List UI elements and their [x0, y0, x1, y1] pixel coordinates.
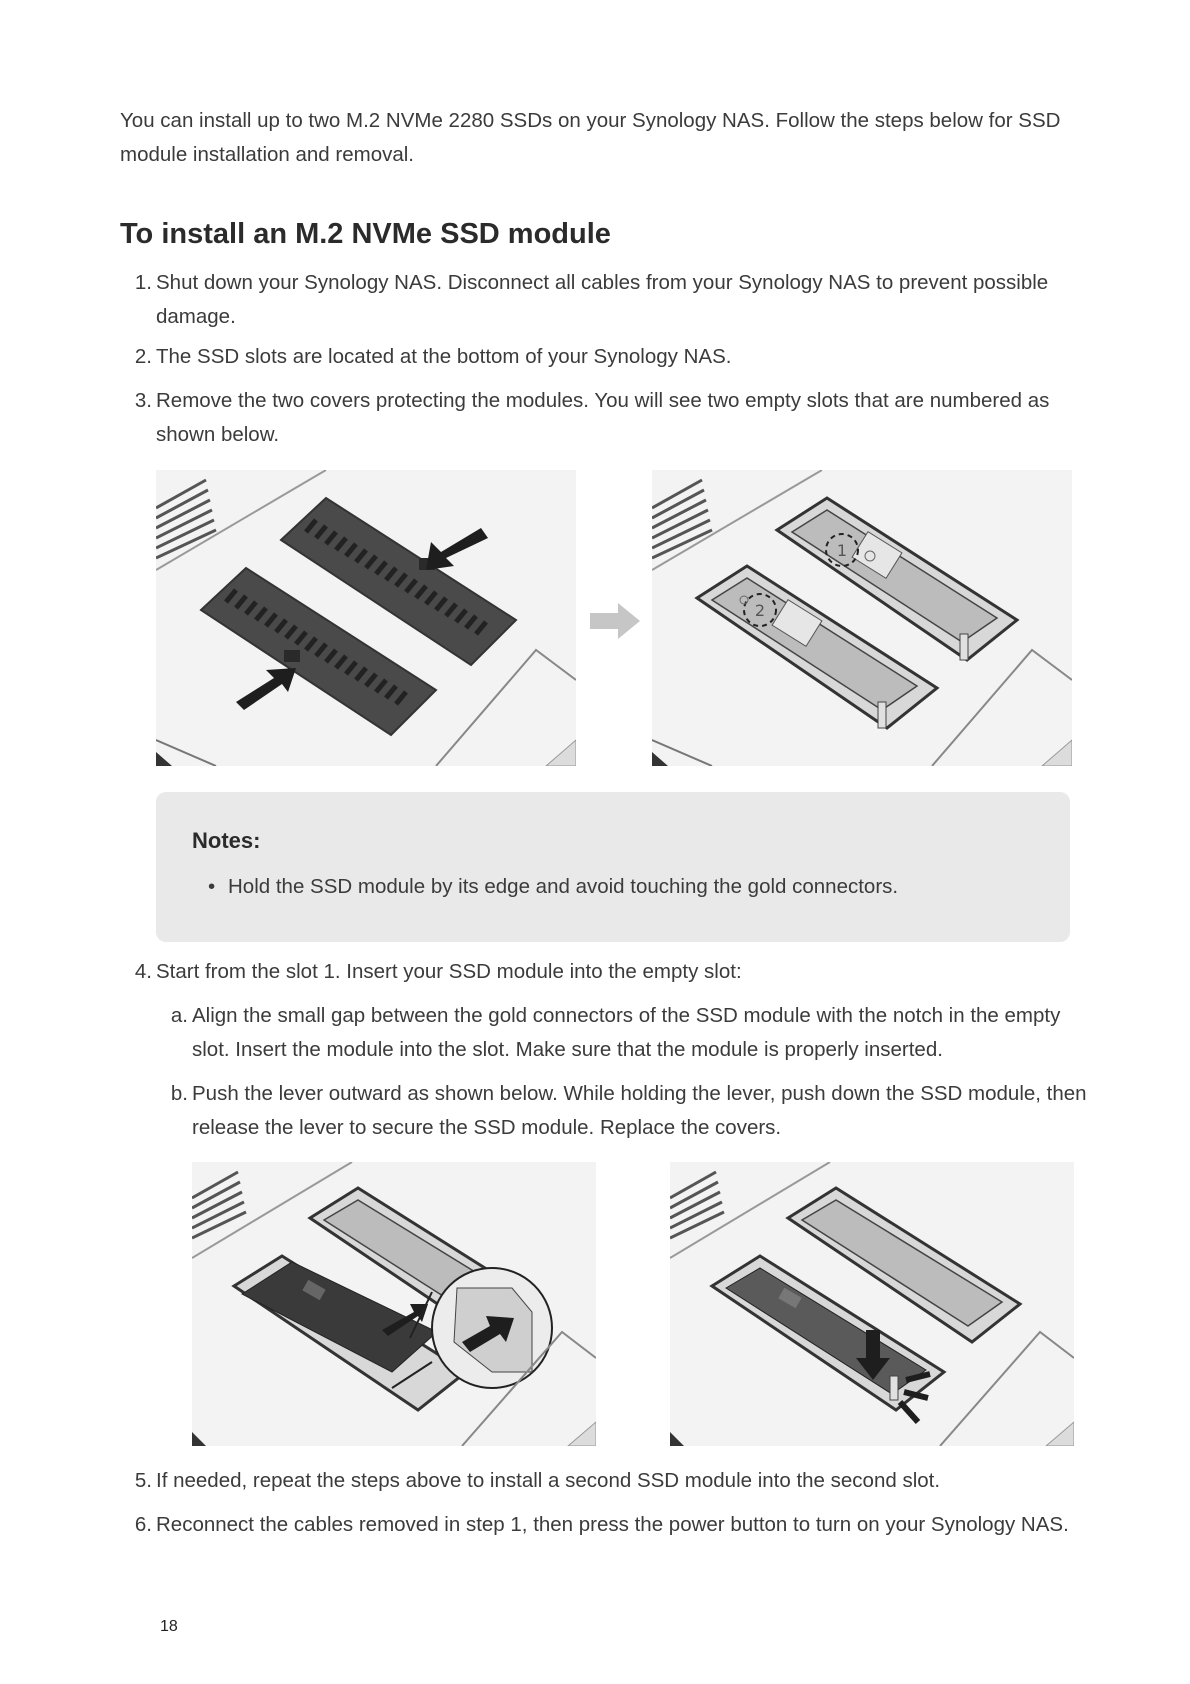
step-text: Remove the two covers protecting the modules. You will see two empty slots that are numbered as shown below. [156, 389, 1050, 446]
slot-label-1: 1 [836, 541, 848, 560]
step-number: 6. [134, 1513, 152, 1536]
bullet-icon: • [208, 875, 216, 898]
notes-item-text: Hold the SSD module by its edge and avoid touching the gold connectors. [228, 875, 899, 898]
step-number: 3. [134, 389, 152, 412]
step-4 [134, 955, 1086, 989]
substep-a [170, 999, 1087, 1067]
step-text: Start from the slot 1. Insert your SSD module into the empty slot: [156, 960, 742, 983]
substep-text: Push the lever outward as shown below. While holding the lever, push down the SSD module, then release the lever to secure the SSD module. Replace the covers. [192, 1082, 1087, 1139]
figure-push-lever [192, 1162, 596, 1446]
notes-title: Notes: [192, 828, 261, 853]
step-number: 2. [134, 345, 152, 368]
step-number: 4. [134, 960, 152, 983]
step-1 [134, 266, 1086, 334]
figure-empty-slots [652, 470, 1072, 766]
substep-letter: a. [170, 1004, 188, 1027]
step-text: If needed, repeat the steps above to install a second SSD module into the second slot. [156, 1469, 941, 1492]
substep-b [170, 1077, 1087, 1145]
notes-box [156, 792, 1070, 942]
substep-text: Align the small gap between the gold connectors of the SSD module with the notch in the empty slot. Insert the module into the slot. Make sure that the module is properly inserted. [192, 1004, 1061, 1061]
page-number: 18 [160, 1618, 178, 1635]
section-title: To install an M.2 NVMe SSD module [120, 218, 611, 250]
slot-label-2: 2 [754, 601, 766, 620]
step-5 [134, 1464, 1086, 1498]
step-text: Reconnect the cables removed in step 1, then press the power button to turn on your Synology NAS. [156, 1513, 1069, 1536]
step-2 [134, 340, 1086, 374]
step-text: The SSD slots are located at the bottom of your Synology NAS. [156, 345, 732, 368]
step-text: Shut down your Synology NAS. Disconnect all cables from your Synology NAS to prevent possible damage. [156, 271, 1049, 328]
step-6 [134, 1508, 1086, 1542]
substep-letter: b. [170, 1082, 188, 1105]
step-number: 5. [134, 1469, 152, 1492]
intro-paragraph: You can install up to two M.2 NVMe 2280 SSDs on your Synology NAS. Follow the steps below for SSD module installation and removal. [120, 109, 1061, 166]
notes-item [208, 870, 899, 904]
figure-press-module [670, 1162, 1074, 1446]
step-number: 1. [134, 271, 152, 294]
step-3 [134, 384, 1086, 452]
arrow-right-icon [590, 603, 640, 639]
figure-covers-on [156, 470, 576, 766]
